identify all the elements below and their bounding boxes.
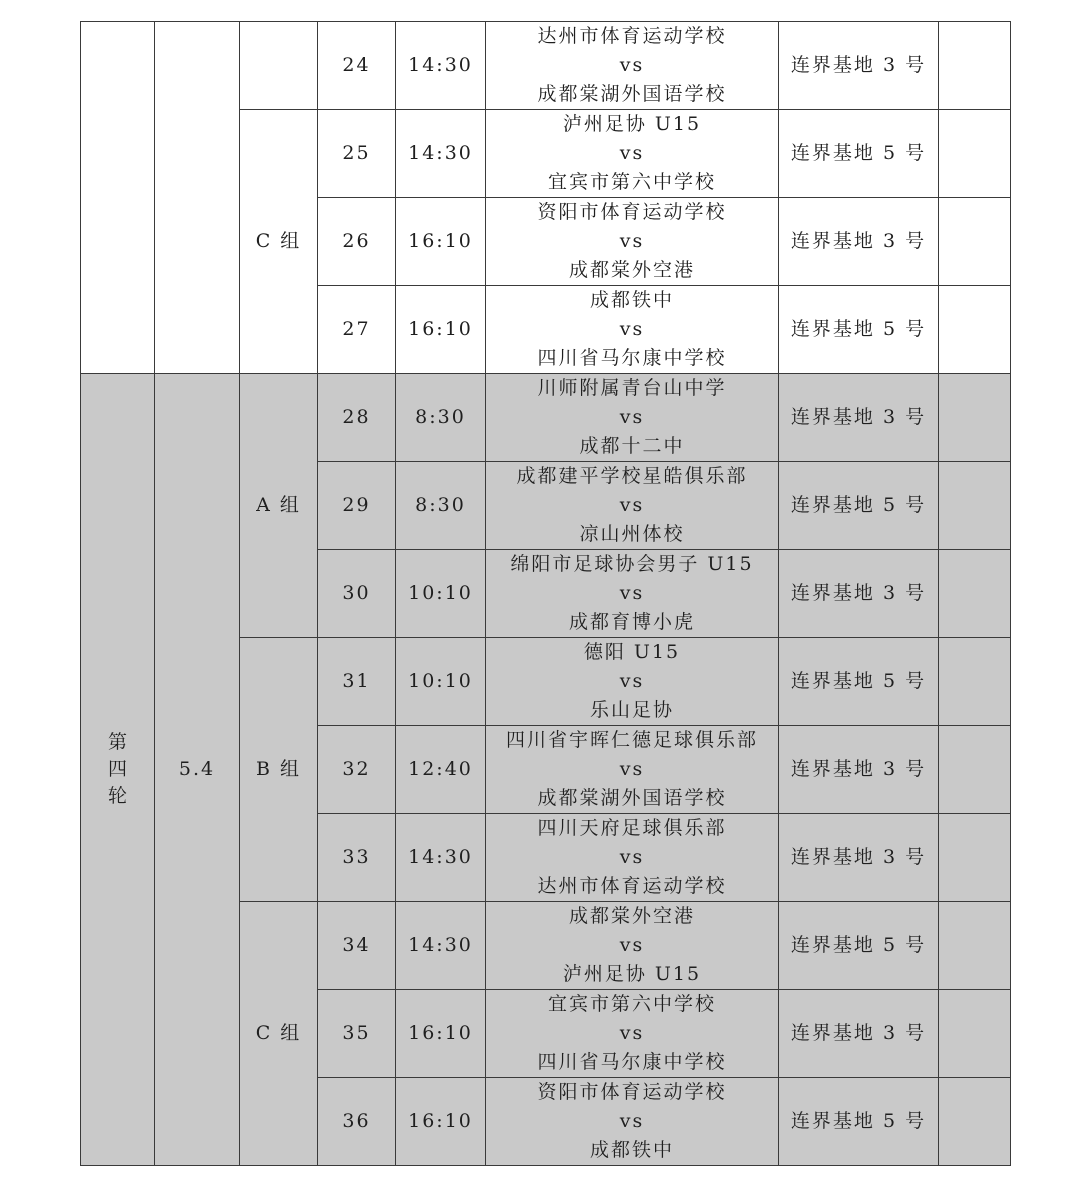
matchup-cell [486,22,779,110]
venue: 连界基地 5 号 [779,110,939,198]
home-team: 泸州足协 U15 [562,113,702,135]
kickoff-time: 14:30 [396,814,486,902]
match-no: 35 [318,990,396,1078]
venue: 连界基地 5 号 [779,286,939,374]
away-team: 达州市体育运动学校 [537,875,727,897]
note-cell [939,374,1011,462]
kickoff-time: 10:10 [396,638,486,726]
vs-label: vs [619,582,645,604]
venue: 连界基地 5 号 [779,902,939,990]
kickoff-time: 10:10 [396,550,486,638]
home-team: 资阳市体育运动学校 [537,1081,727,1103]
group-cell: A 组 [240,374,318,638]
vs-label: vs [619,1110,645,1132]
match-no: 33 [318,814,396,902]
vs-label: vs [619,670,645,692]
away-team: 四川省马尔康中学校 [537,347,727,369]
group-cell: C 组 [240,110,318,374]
group-cell: C 组 [240,902,318,1166]
venue: 连界基地 3 号 [779,198,939,286]
home-team: 成都铁中 [589,289,674,311]
kickoff-time: 12:40 [396,726,486,814]
kickoff-time: 16:10 [396,990,486,1078]
note-cell [939,550,1011,638]
note-cell [939,726,1011,814]
home-team: 成都建平学校星皓俱乐部 [516,465,748,487]
matchup-cell [486,1078,779,1166]
match-no: 28 [318,374,396,462]
kickoff-time: 16:10 [396,286,486,374]
vs-label: vs [619,934,645,956]
vs-label: vs [619,406,645,428]
kickoff-time: 16:10 [396,198,486,286]
group-cell [240,22,318,110]
match-no: 25 [318,110,396,198]
venue: 连界基地 5 号 [779,462,939,550]
away-team: 成都铁中 [589,1139,674,1161]
match-no: 34 [318,902,396,990]
matchup-cell [486,902,779,990]
matchup-cell [486,374,779,462]
away-team: 泸州足协 U15 [562,963,702,985]
note-cell [939,638,1011,726]
away-team: 成都十二中 [579,435,685,457]
round-cell [81,374,155,1166]
venue: 连界基地 3 号 [779,374,939,462]
venue: 连界基地 3 号 [779,814,939,902]
home-team: 川师附属青台山中学 [537,377,727,399]
matchup-cell [486,814,779,902]
away-team: 成都育博小虎 [568,611,695,633]
away-team: 成都棠湖外国语学校 [537,787,727,809]
match-no: 24 [318,22,396,110]
round-label: 第四轮 [107,730,127,807]
venue: 连界基地 5 号 [779,1078,939,1166]
home-team: 四川省宇晖仁德足球俱乐部 [505,729,758,751]
date-cell [155,22,240,374]
kickoff-time: 14:30 [396,110,486,198]
venue: 连界基地 3 号 [779,550,939,638]
schedule-table [80,21,1011,1166]
away-team: 宜宾市第六中学校 [547,171,716,193]
note-cell [939,462,1011,550]
venue: 连界基地 5 号 [779,638,939,726]
home-team: 成都棠外空港 [568,905,695,927]
vs-label: vs [619,230,645,252]
home-team: 资阳市体育运动学校 [537,201,727,223]
match-no: 29 [318,462,396,550]
venue: 连界基地 3 号 [779,726,939,814]
kickoff-time: 8:30 [396,374,486,462]
date-cell: 5.4 [155,374,240,1166]
venue: 连界基地 3 号 [779,990,939,1078]
match-no: 26 [318,198,396,286]
matchup-cell [486,198,779,286]
note-cell [939,990,1011,1078]
vs-label: vs [619,142,645,164]
vs-label: vs [619,758,645,780]
note-cell [939,902,1011,990]
vs-label: vs [619,846,645,868]
home-team: 达州市体育运动学校 [537,25,727,47]
matchup-cell [486,726,779,814]
note-cell [939,286,1011,374]
kickoff-time: 14:30 [396,902,486,990]
vs-label: vs [619,494,645,516]
match-no: 27 [318,286,396,374]
match-row [81,22,1011,110]
away-team: 乐山足协 [589,699,674,721]
away-team: 凉山州体校 [579,523,685,545]
kickoff-time: 14:30 [396,22,486,110]
venue: 连界基地 3 号 [779,22,939,110]
match-row [81,374,1011,462]
home-team: 四川天府足球俱乐部 [537,817,727,839]
match-no: 36 [318,1078,396,1166]
note-cell [939,110,1011,198]
note-cell [939,814,1011,902]
matchup-cell [486,110,779,198]
note-cell [939,1078,1011,1166]
matchup-cell [486,462,779,550]
away-team: 成都棠外空港 [568,259,695,281]
note-cell [939,22,1011,110]
home-team: 德阳 U15 [583,641,681,663]
matchup-cell [486,990,779,1078]
home-team: 宜宾市第六中学校 [547,993,716,1015]
matchup-cell [486,638,779,726]
matchup-cell [486,550,779,638]
kickoff-time: 16:10 [396,1078,486,1166]
round-cell [81,22,155,374]
note-cell [939,198,1011,286]
vs-label: vs [619,54,645,76]
match-no: 30 [318,550,396,638]
vs-label: vs [619,1022,645,1044]
home-team: 绵阳市足球协会男子 U15 [510,553,754,575]
away-team: 四川省马尔康中学校 [537,1051,727,1073]
match-no: 31 [318,638,396,726]
away-team: 成都棠湖外国语学校 [537,83,727,105]
match-no: 32 [318,726,396,814]
matchup-cell [486,286,779,374]
kickoff-time: 8:30 [396,462,486,550]
group-cell: B 组 [240,638,318,902]
vs-label: vs [619,318,645,340]
